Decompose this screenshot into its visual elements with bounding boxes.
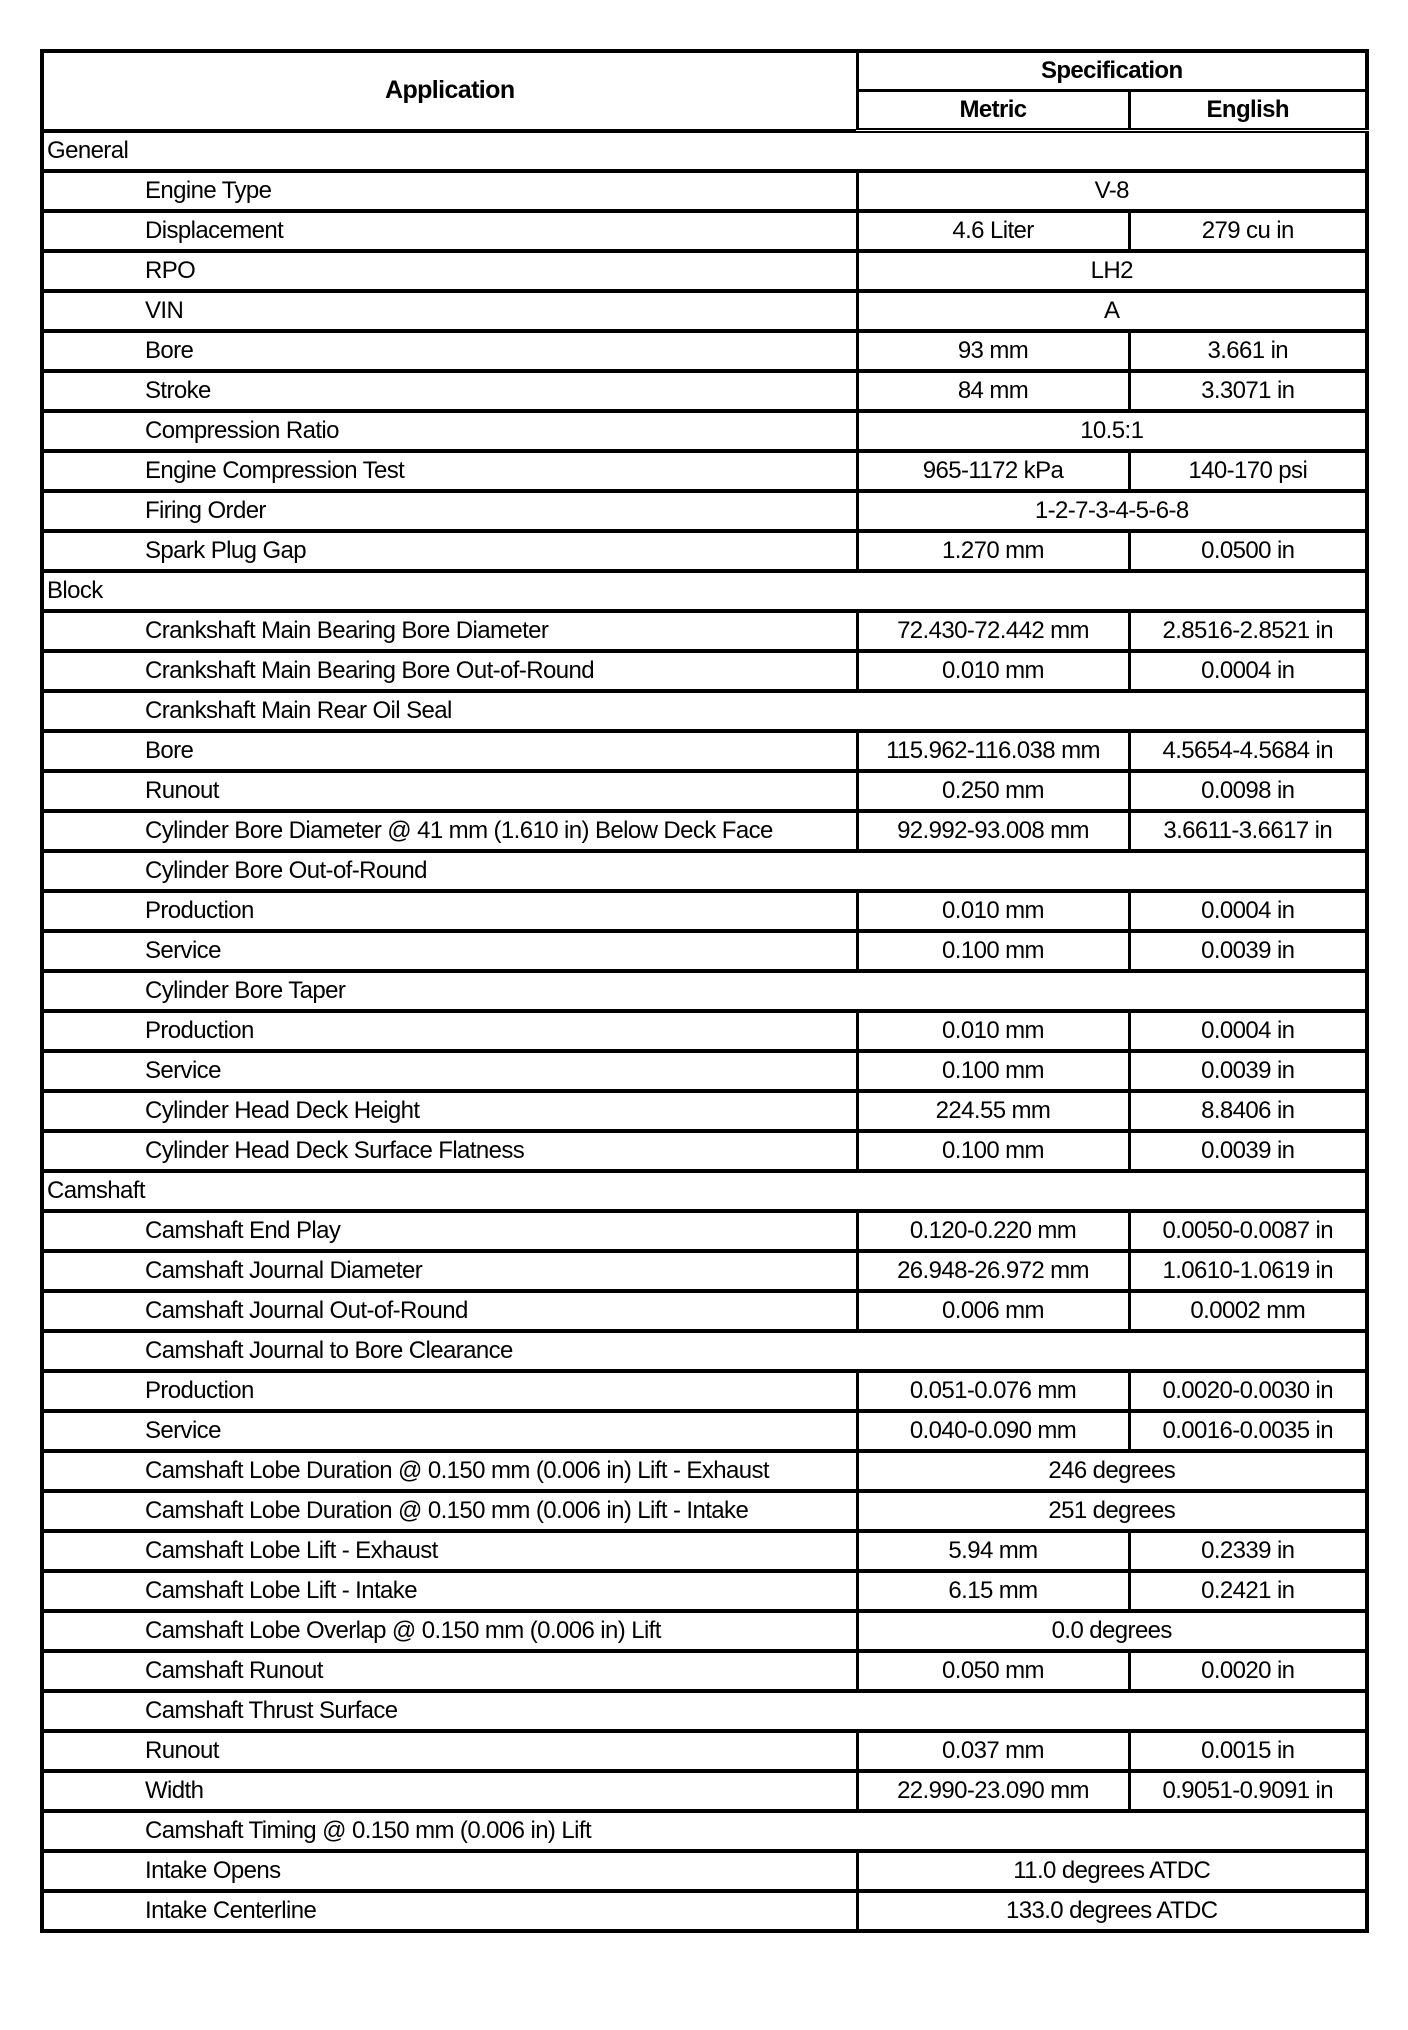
metric-value: 6.15 mm	[857, 1571, 1129, 1611]
application-label: Displacement	[42, 211, 857, 251]
table-row	[42, 731, 1367, 771]
metric-value: 26.948-26.972 mm	[857, 1251, 1129, 1291]
metric-value: 4.6 Liter	[857, 211, 1129, 251]
application-label: Camshaft Lobe Duration @ 0.150 mm (0.006 in) Lift - Exhaust	[42, 1451, 857, 1491]
table-row	[42, 1571, 1367, 1611]
metric-value: 0.100 mm	[857, 931, 1129, 971]
application-label: Camshaft Journal Diameter	[42, 1251, 857, 1291]
subheading-row	[42, 1331, 1367, 1371]
english-column-header: English	[1129, 91, 1367, 131]
table-row	[42, 1371, 1367, 1411]
table-row	[42, 411, 1367, 451]
english-value: 0.0098 in	[1129, 771, 1367, 811]
application-label: Camshaft Lobe Lift - Intake	[42, 1571, 857, 1611]
application-label: Production	[42, 1371, 857, 1411]
subheading-label: Camshaft Thrust Surface	[42, 1691, 1367, 1731]
application-label: Production	[42, 891, 857, 931]
metric-value: 0.100 mm	[857, 1131, 1129, 1171]
table-row	[42, 1731, 1367, 1771]
specification-table	[40, 49, 1369, 1933]
table-row	[42, 1211, 1367, 1251]
metric-value: 0.100 mm	[857, 1051, 1129, 1091]
english-value: 2.8516-2.8521 in	[1129, 611, 1367, 651]
table-row	[42, 371, 1367, 411]
application-label: RPO	[42, 251, 857, 291]
spec-value: 10.5:1	[857, 411, 1367, 451]
english-value: 0.2421 in	[1129, 1571, 1367, 1611]
application-label: Width	[42, 1771, 857, 1811]
table-row	[42, 1611, 1367, 1651]
metric-value: 22.990-23.090 mm	[857, 1771, 1129, 1811]
english-value: 0.0004 in	[1129, 1011, 1367, 1051]
english-value: 0.9051-0.9091 in	[1129, 1771, 1367, 1811]
application-label: Cylinder Head Deck Height	[42, 1091, 857, 1131]
subheading-row	[42, 691, 1367, 731]
application-label: Bore	[42, 731, 857, 771]
metric-value: 1.270 mm	[857, 531, 1129, 571]
application-label: Camshaft Runout	[42, 1651, 857, 1691]
metric-value: 0.010 mm	[857, 891, 1129, 931]
metric-value: 72.430-72.442 mm	[857, 611, 1129, 651]
application-label: Spark Plug Gap	[42, 531, 857, 571]
table-row	[42, 1451, 1367, 1491]
spec-value: 251 degrees	[857, 1491, 1367, 1531]
subheading-row	[42, 1691, 1367, 1731]
table-row	[42, 1011, 1367, 1051]
application-label: Cylinder Bore Diameter @ 41 mm (1.610 in) Below Deck Face	[42, 811, 857, 851]
spec-value: 11.0 degrees ATDC	[857, 1851, 1367, 1891]
application-label: Firing Order	[42, 491, 857, 531]
specification-table-body	[42, 131, 1367, 1932]
application-label: Crankshaft Main Bearing Bore Diameter	[42, 611, 857, 651]
section-row	[42, 131, 1367, 172]
table-row	[42, 771, 1367, 811]
english-value: 0.2339 in	[1129, 1531, 1367, 1571]
english-value: 0.0500 in	[1129, 531, 1367, 571]
application-label: VIN	[42, 291, 857, 331]
metric-value: 0.010 mm	[857, 651, 1129, 691]
spec-value: 133.0 degrees ATDC	[857, 1891, 1367, 1931]
table-row	[42, 1291, 1367, 1331]
table-row	[42, 1091, 1367, 1131]
table-row	[42, 211, 1367, 251]
english-value: 0.0039 in	[1129, 1131, 1367, 1171]
spec-value: A	[857, 291, 1367, 331]
subheading-label: Cylinder Bore Out-of-Round	[42, 851, 1367, 891]
english-value: 4.5654-4.5684 in	[1129, 731, 1367, 771]
metric-value: 0.051-0.076 mm	[857, 1371, 1129, 1411]
english-value: 0.0015 in	[1129, 1731, 1367, 1771]
english-value: 3.6611-3.6617 in	[1129, 811, 1367, 851]
subheading-label: Crankshaft Main Rear Oil Seal	[42, 691, 1367, 731]
table-row	[42, 651, 1367, 691]
metric-value: 115.962-116.038 mm	[857, 731, 1129, 771]
application-label: Camshaft Lobe Duration @ 0.150 mm (0.006 in) Lift - Intake	[42, 1491, 857, 1531]
metric-value: 84 mm	[857, 371, 1129, 411]
application-label: Compression Ratio	[42, 411, 857, 451]
metric-value: 93 mm	[857, 331, 1129, 371]
application-label: Engine Compression Test	[42, 451, 857, 491]
engine-specification-sheet	[40, 49, 1365, 1933]
table-row	[42, 931, 1367, 971]
spec-value: 0.0 degrees	[857, 1611, 1367, 1651]
metric-value: 0.040-0.090 mm	[857, 1411, 1129, 1451]
application-label: Intake Opens	[42, 1851, 857, 1891]
table-row	[42, 1131, 1367, 1171]
metric-value: 224.55 mm	[857, 1091, 1129, 1131]
application-label: Cylinder Head Deck Surface Flatness	[42, 1131, 857, 1171]
application-label: Service	[42, 1051, 857, 1091]
metric-value: 965-1172 kPa	[857, 451, 1129, 491]
application-label: Crankshaft Main Bearing Bore Out-of-Round	[42, 651, 857, 691]
english-value: 140-170 psi	[1129, 451, 1367, 491]
english-value: 0.0039 in	[1129, 931, 1367, 971]
english-value: 3.661 in	[1129, 331, 1367, 371]
table-row	[42, 1891, 1367, 1931]
application-column-header: Application	[42, 51, 857, 131]
spec-value: V-8	[857, 171, 1367, 211]
application-label: Service	[42, 1411, 857, 1451]
english-value: 0.0020 in	[1129, 1651, 1367, 1691]
table-row	[42, 251, 1367, 291]
english-value: 0.0004 in	[1129, 891, 1367, 931]
specification-column-header: Specification	[857, 51, 1367, 91]
application-label: Intake Centerline	[42, 1891, 857, 1931]
english-value: 1.0610-1.0619 in	[1129, 1251, 1367, 1291]
table-row	[42, 1531, 1367, 1571]
table-row	[42, 1651, 1367, 1691]
subheading-row	[42, 971, 1367, 1011]
table-row	[42, 891, 1367, 931]
section-label: General	[42, 131, 1367, 172]
metric-value: 0.120-0.220 mm	[857, 1211, 1129, 1251]
section-label: Block	[42, 571, 1367, 611]
subheading-label: Cylinder Bore Taper	[42, 971, 1367, 1011]
application-label: Service	[42, 931, 857, 971]
application-label: Camshaft Lobe Lift - Exhaust	[42, 1531, 857, 1571]
english-value: 0.0050-0.0087 in	[1129, 1211, 1367, 1251]
english-value: 0.0039 in	[1129, 1051, 1367, 1091]
table-row	[42, 1771, 1367, 1811]
metric-value: 0.037 mm	[857, 1731, 1129, 1771]
english-value: 8.8406 in	[1129, 1091, 1367, 1131]
table-row	[42, 811, 1367, 851]
metric-value: 0.050 mm	[857, 1651, 1129, 1691]
subheading-label: Camshaft Journal to Bore Clearance	[42, 1331, 1367, 1371]
english-value: 3.3071 in	[1129, 371, 1367, 411]
spec-value: 1-2-7-3-4-5-6-8	[857, 491, 1367, 531]
metric-value: 0.006 mm	[857, 1291, 1129, 1331]
english-value: 0.0016-0.0035 in	[1129, 1411, 1367, 1451]
application-label: Camshaft Lobe Overlap @ 0.150 mm (0.006 in) Lift	[42, 1611, 857, 1651]
subheading-label: Camshaft Timing @ 0.150 mm (0.006 in) Lift	[42, 1811, 1367, 1851]
metric-value: 92.992-93.008 mm	[857, 811, 1129, 851]
application-label: Stroke	[42, 371, 857, 411]
metric-value: 0.250 mm	[857, 771, 1129, 811]
application-label: Runout	[42, 771, 857, 811]
english-value: 0.0020-0.0030 in	[1129, 1371, 1367, 1411]
application-label: Runout	[42, 1731, 857, 1771]
table-row	[42, 1411, 1367, 1451]
metric-value: 5.94 mm	[857, 1531, 1129, 1571]
application-label: Bore	[42, 331, 857, 371]
table-row	[42, 1051, 1367, 1091]
table-row	[42, 531, 1367, 571]
application-label: Engine Type	[42, 171, 857, 211]
subheading-row	[42, 851, 1367, 891]
table-row	[42, 331, 1367, 371]
section-label: Camshaft	[42, 1171, 1367, 1211]
table-row	[42, 291, 1367, 331]
table-row	[42, 1851, 1367, 1891]
section-row	[42, 571, 1367, 611]
metric-value: 0.010 mm	[857, 1011, 1129, 1051]
table-row	[42, 1491, 1367, 1531]
table-row	[42, 1251, 1367, 1291]
application-label: Production	[42, 1011, 857, 1051]
english-value: 279 cu in	[1129, 211, 1367, 251]
table-row	[42, 611, 1367, 651]
english-value: 0.0002 mm	[1129, 1291, 1367, 1331]
table-row	[42, 491, 1367, 531]
section-row	[42, 1171, 1367, 1211]
subheading-row	[42, 1811, 1367, 1851]
spec-value: 246 degrees	[857, 1451, 1367, 1491]
application-label: Camshaft End Play	[42, 1211, 857, 1251]
application-label: Camshaft Journal Out-of-Round	[42, 1291, 857, 1331]
table-row	[42, 451, 1367, 491]
metric-column-header: Metric	[857, 91, 1129, 131]
english-value: 0.0004 in	[1129, 651, 1367, 691]
table-row	[42, 171, 1367, 211]
spec-value: LH2	[857, 251, 1367, 291]
